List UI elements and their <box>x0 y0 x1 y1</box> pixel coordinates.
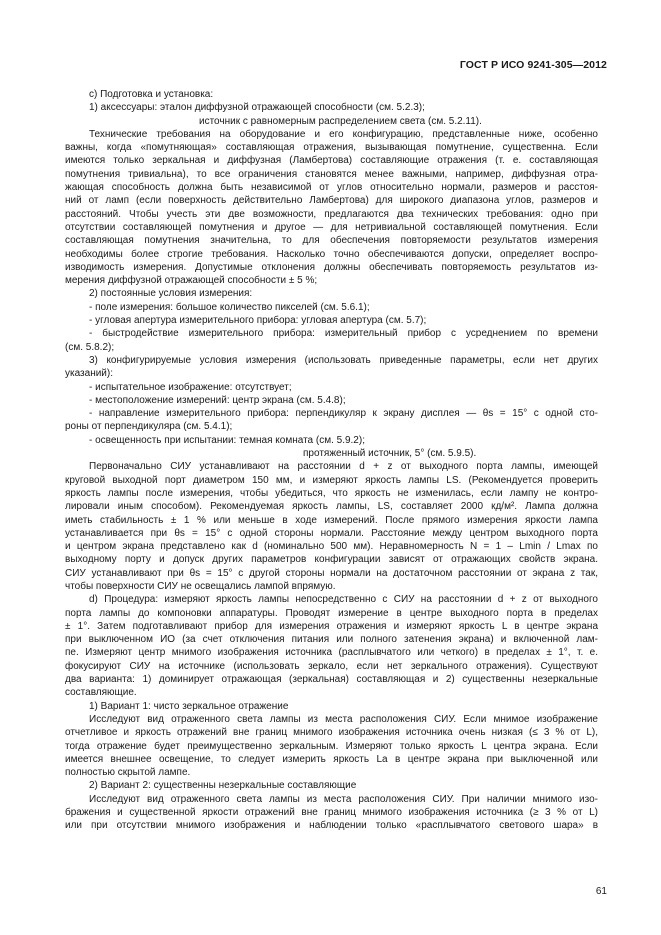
text-line: - поле измерения: большое количество пикселей (см. 5.6.1); <box>89 301 370 313</box>
text-line: круговой выходной порт диаметром 150 мм, и измеряют яркость лампы LS. (Рекомендуется проверить <box>65 474 598 486</box>
text-line: - испытательное изображение: отсутствует; <box>89 381 292 393</box>
text-line: ний от ламп (если поверхность действительно Ламбертова) для широкого диапазона углов, размеров и <box>65 195 598 207</box>
text-line: фокусируют СИУ на источнике (использовать зеркало, если нет зеркального отражения). Существуют <box>65 660 598 672</box>
text-line: помутнения тривиальна), то все ограничения становятся менее важными, например, диффузная отра- <box>65 168 598 180</box>
text-line: важны, когда «помутняющая» составляющая отражения, вызывающая помутнение, существенна. Если <box>65 142 598 154</box>
text-line: лировали иным способом). Рекомендуемая яркость лампы, LS, составляет 2000 кд/м². Лампа должна <box>65 501 598 513</box>
text-line: имеются только зеркальная и диффузная (Ламбертова) составляющие отражения (т. е. составляющая <box>65 155 598 167</box>
text-line: 1) Вариант 1: чисто зеркальное отражение <box>89 700 289 712</box>
text-line: Технические требования на оборудование и его конфигурацию, представленные ниже, особенно <box>89 128 598 140</box>
text-line: иметь стабильность ± 1 % или меньше в ходе измерений. После прямого измерения яркости лампа <box>65 514 598 526</box>
text-line: бражения и существенной яркости отражений вне границ мнимого изображения источника (≥ 3 % от L) <box>65 807 598 819</box>
page-number: 61 <box>595 886 607 897</box>
text-line: - освещенность при испытании: темная комната (см. 5.9.2); <box>89 434 365 446</box>
document-body <box>65 88 598 833</box>
text-line: при выключенном ИО (за счет отключения питания или полного затенения экрана) и включенной лам- <box>65 634 598 646</box>
text-line: чтобы поверхности СИУ не освещались лампой впрямую. <box>65 580 336 592</box>
text-line: 2) Вариант 2: существенны незеркальные составляющие <box>89 780 357 792</box>
text-line: мерения диффузной отражающей способности ± 5 %; <box>65 275 318 287</box>
text-line: Исследуют вид отраженного света лампы из места расположения СИУ. При наличии мнимого изо- <box>89 793 598 805</box>
document-header: ГОСТ Р ИСО 9241-305—2012 <box>459 59 607 71</box>
text-line: выходному порту и допуск других параметров конфигурации зависят от отражающих свойств экрана. <box>65 554 598 566</box>
text-line: - местоположение измерений: центр экрана (см. 5.4.8); <box>89 394 346 406</box>
text-line: отсутствии составляющей помутнения и другое — для нетривиальной составляющей помутнения. Если <box>65 221 598 233</box>
text-line: 3) конфигурируемые условия измерения (использовать приведенные параметры, если нет других <box>89 354 598 366</box>
text-line: расстояний. Чтобы учесть эти две возможности, предлагаются два технических требования: одно при <box>65 208 598 220</box>
text-line: устанавливается при θs = 15° с одной стороны нормали. Расстояние между центром выходного порта <box>65 527 598 539</box>
text-line: и центром экрана представлено как d (номинально 500 мм). Неравномерность N = 1 – Lmin / Lmax по <box>65 541 598 553</box>
text-line: жающая способность должна быть независимой от углов относительно нормали, размеров и расстоя- <box>65 182 598 194</box>
text-line: - угловая апертура измерительного прибора: угловая апертура (см. 5.7); <box>89 315 427 327</box>
text-line: изводимость измерения. Допустимые отклонения должны обеспечивать повторяемость результатов из- <box>65 261 598 273</box>
text-line: 1) аксессуары: эталон диффузной отражающей способности (см. 5.2.3); <box>89 102 425 114</box>
text-line: (см. 5.8.2); <box>65 341 115 353</box>
text-line: 2) постоянные условия измерения: <box>89 288 253 300</box>
text-line: составляющая помутнения значительна, то для обеспечения повторяемости результатов измерения <box>65 235 598 247</box>
text-line: указаний): <box>65 368 113 380</box>
text-line: ± 1°. Затем подготавливают прибор для измерения отражения и измеряют яркость L в центре экрана <box>65 620 598 632</box>
text-line: Первоначально СИУ устанавливают на расстоянии d + z от выходного порта лампы, имеющей <box>89 461 598 473</box>
text-line: отчетливое и яркость отражений вне границ мнимого изображения источника очень низкая (≤ 3 % от L), <box>65 727 598 739</box>
text-line: Исследуют вид отраженного света лампы из места расположения СИУ. Если мнимое изображение <box>89 713 598 725</box>
text-line: СИУ устанавливают при θs = 15° с другой стороны нормали на достаточном расстоянии от экрана z так, <box>65 567 598 579</box>
text-line: составляющие. <box>65 687 137 699</box>
text-line: порта лампы до компоновки аппаратуры. Проводят измерение в центре выходного порта в пределах <box>65 607 598 619</box>
text-line: d) Процедура: измеряют яркость лампы непосредственно с СИУ на расстоянии d + z от выходного <box>89 594 598 606</box>
text-line: c) Подготовка и установка: <box>89 89 214 100</box>
text-line: два варианта: 1) доминирует отражающая (зеркальная) составляющая и 2) существенны незеркальные <box>65 674 598 686</box>
text-line: тогда отражение будет преимущественно зеркальным. Измеряют только яркость L центра экрана. Если <box>65 740 598 752</box>
text-line: имеется внешнее освещение, то следует измерить яркость La в центре экрана при выключенной или <box>65 753 598 765</box>
text-line: - направление измерительного прибора: перпендикуляр к экрану дисплея — θs = 15° с одной сто- <box>89 408 598 420</box>
text-line: или при отсутствии мнимого изображения и наблюдении только «расплывчатого светового шара» в <box>65 820 598 832</box>
text-line: полностью скрытой лампе. <box>65 767 191 779</box>
text-line: протяженный источник, 5° (см. 5.9.5). <box>303 448 477 460</box>
text-line: роны от перпендикуляра (см. 5.4.1); <box>65 421 233 433</box>
text-line: источник с равномерным распределением света (см. 5.2.11). <box>199 115 482 127</box>
text-line: - быстродействие измерительного прибора: измерительный прибор с усреднением по времени <box>89 328 598 340</box>
text-line: необходимы более строгие требования. Насколько точно обеспечиваются допуски, определяет воспро- <box>65 248 598 260</box>
text-line: яркость лампы после измерения, чтобы убедиться, что яркость не изменилась, если лампу не контро- <box>65 487 598 499</box>
text-line: пе. Измеряют центр мнимого изображения источника (расплывчатого или четкого) в пределах ± 1°, т. е. <box>65 647 598 659</box>
